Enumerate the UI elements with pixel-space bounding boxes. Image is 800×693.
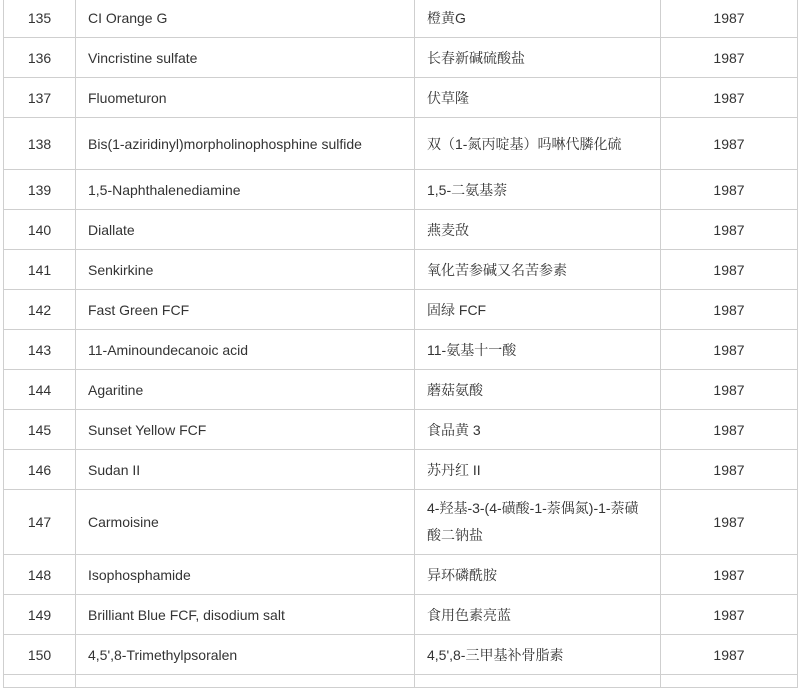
row-number: 145 [4,410,76,450]
row-number: 138 [4,118,76,170]
english-name: Senkirkine [76,250,415,290]
table-row [4,555,798,595]
row-number: 143 [4,330,76,370]
table-row [4,118,798,170]
year: 1987 [661,370,798,410]
chinese-name: 异环磷酰胺 [415,555,661,595]
chinese-name: 固绿 FCF [415,290,661,330]
row-number: 150 [4,635,76,675]
english-name: Brilliant Blue FCF, disodium salt [76,595,415,635]
row-number: 147 [4,490,76,555]
year: 1987 [661,330,798,370]
english-name: Vincristine sulfate [76,38,415,78]
row-number: 139 [4,170,76,210]
row-number: 135 [4,0,76,38]
year: 1987 [661,0,798,38]
english-name: CI Orange G [76,0,415,38]
chinese-name: 食品黄 3 [415,410,661,450]
table-row [4,0,798,38]
year: 1987 [661,170,798,210]
table-row [4,38,798,78]
english-name: Bis(1-aziridinyl)morpholinophosphine sulfide [76,118,415,170]
table-row [4,370,798,410]
english-name: Sudan II [76,450,415,490]
chinese-name: 蘑菇氨酸 [415,370,661,410]
year: 1987 [661,410,798,450]
english-name: 11-Aminoundecanoic acid [76,330,415,370]
year: 1987 [661,250,798,290]
year: 1987 [661,490,798,555]
table-row-partial [4,675,798,688]
table-row [4,250,798,290]
english-name: Isophosphamide [76,555,415,595]
table-row [4,170,798,210]
english-name: Diallate [76,210,415,250]
year: 1987 [661,210,798,250]
row-number: 137 [4,78,76,118]
table-row [4,290,798,330]
row-number: 144 [4,370,76,410]
chinese-name: 长春新碱硫酸盐 [415,38,661,78]
year: 1987 [661,38,798,78]
carcinogen-list-table [3,0,798,688]
row-number: 149 [4,595,76,635]
chinese-name: 双（1-氮丙啶基）吗啉代膦化硫 [415,118,661,170]
empty-cell [661,675,798,688]
chinese-name: 橙黄G [415,0,661,38]
table-row [4,595,798,635]
english-name: Fast Green FCF [76,290,415,330]
english-name: Agaritine [76,370,415,410]
table-row [4,78,798,118]
english-name: Carmoisine [76,490,415,555]
chinese-name: 4,5',8-三甲基补骨脂素 [415,635,661,675]
english-name: 4,5',8-Trimethylpsoralen [76,635,415,675]
table-row [4,330,798,370]
year: 1987 [661,595,798,635]
row-number: 136 [4,38,76,78]
chinese-name: 燕麦敌 [415,210,661,250]
english-name: Fluometuron [76,78,415,118]
empty-cell [4,675,76,688]
row-number: 142 [4,290,76,330]
chinese-name: 食用色素亮蓝 [415,595,661,635]
year: 1987 [661,78,798,118]
chinese-name: 苏丹红 II [415,450,661,490]
table-row [4,490,798,555]
table-row [4,410,798,450]
chinese-name: 氧化苦参碱又名苦参素 [415,250,661,290]
year: 1987 [661,635,798,675]
table-row [4,450,798,490]
chinese-name: 11-氨基十一酸 [415,330,661,370]
row-number: 141 [4,250,76,290]
chinese-name: 4-羟基-3-(4-磺酸-1-萘偶氮)-1-萘磺酸二钠盐 [415,490,661,555]
year: 1987 [661,450,798,490]
table-row [4,210,798,250]
table-row [4,635,798,675]
empty-cell [76,675,415,688]
chinese-name: 1,5-二氨基萘 [415,170,661,210]
chinese-name: 伏草隆 [415,78,661,118]
year: 1987 [661,290,798,330]
empty-cell [415,675,661,688]
row-number: 140 [4,210,76,250]
year: 1987 [661,118,798,170]
row-number: 148 [4,555,76,595]
year: 1987 [661,555,798,595]
row-number: 146 [4,450,76,490]
english-name: Sunset Yellow FCF [76,410,415,450]
english-name: 1,5-Naphthalenediamine [76,170,415,210]
